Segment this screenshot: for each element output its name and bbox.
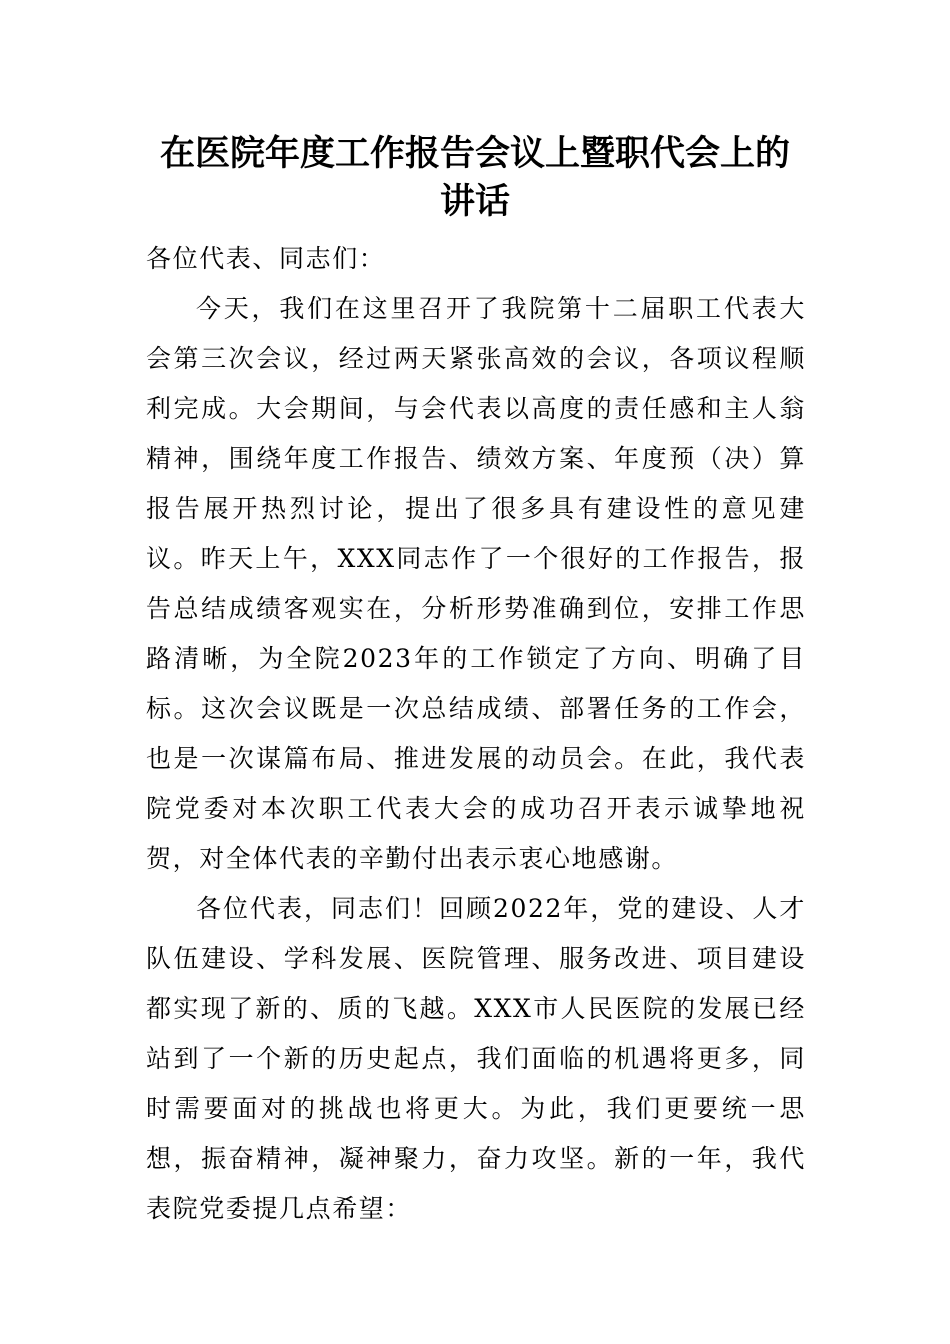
- document-body: [146, 234, 806, 1234]
- document-title: 在医院年度工作报告会议上暨职代会上的讲话: [159, 134, 790, 222]
- paragraph: 各位代表，同志们！回顾2022年，党的建设、人才队伍建设、学科发展、医院管理、服务改进、项目建设都实现了新的、质的飞越。XXX市人民医院的发展已经站到了一个新的历史起点，我们面临的机遇将更多，同时需要面对的挑战也将更大。为此，我们更要统一思想，振奋精神，凝神聚力，奋力攻坚。新的一年，我代表院党委提几点希望：: [146, 894, 806, 1223]
- paragraph: 今天，我们在这里召开了我院第十二届职工代表大会第三次会议，经过两天紧张高效的会议，各项议程顺利完成。大会期间，与会代表以高度的责任感和主人翁精神，围绕年度工作报告、绩效方案、年度预（决）算报告展开热烈讨论，提出了很多具有建设性的意见建议。昨天上午，XXX同志作了一个很好的工作报告，报告总结成绩客观实在，分析形势准确到位，安排工作思路清晰，为全院2023年的工作锁定了方向、明确了目标。这次会议既是一次总结成绩、部署任务的工作会，也是一次谋篇布局、推进发展的动员会。在此，我代表院党委对本次职工代表大会的成功召开表示诚挚地祝贺，对全体代表的辛勤付出表示衷心地感谢。: [146, 294, 806, 873]
- salutation: 各位代表、同志们：: [146, 244, 386, 273]
